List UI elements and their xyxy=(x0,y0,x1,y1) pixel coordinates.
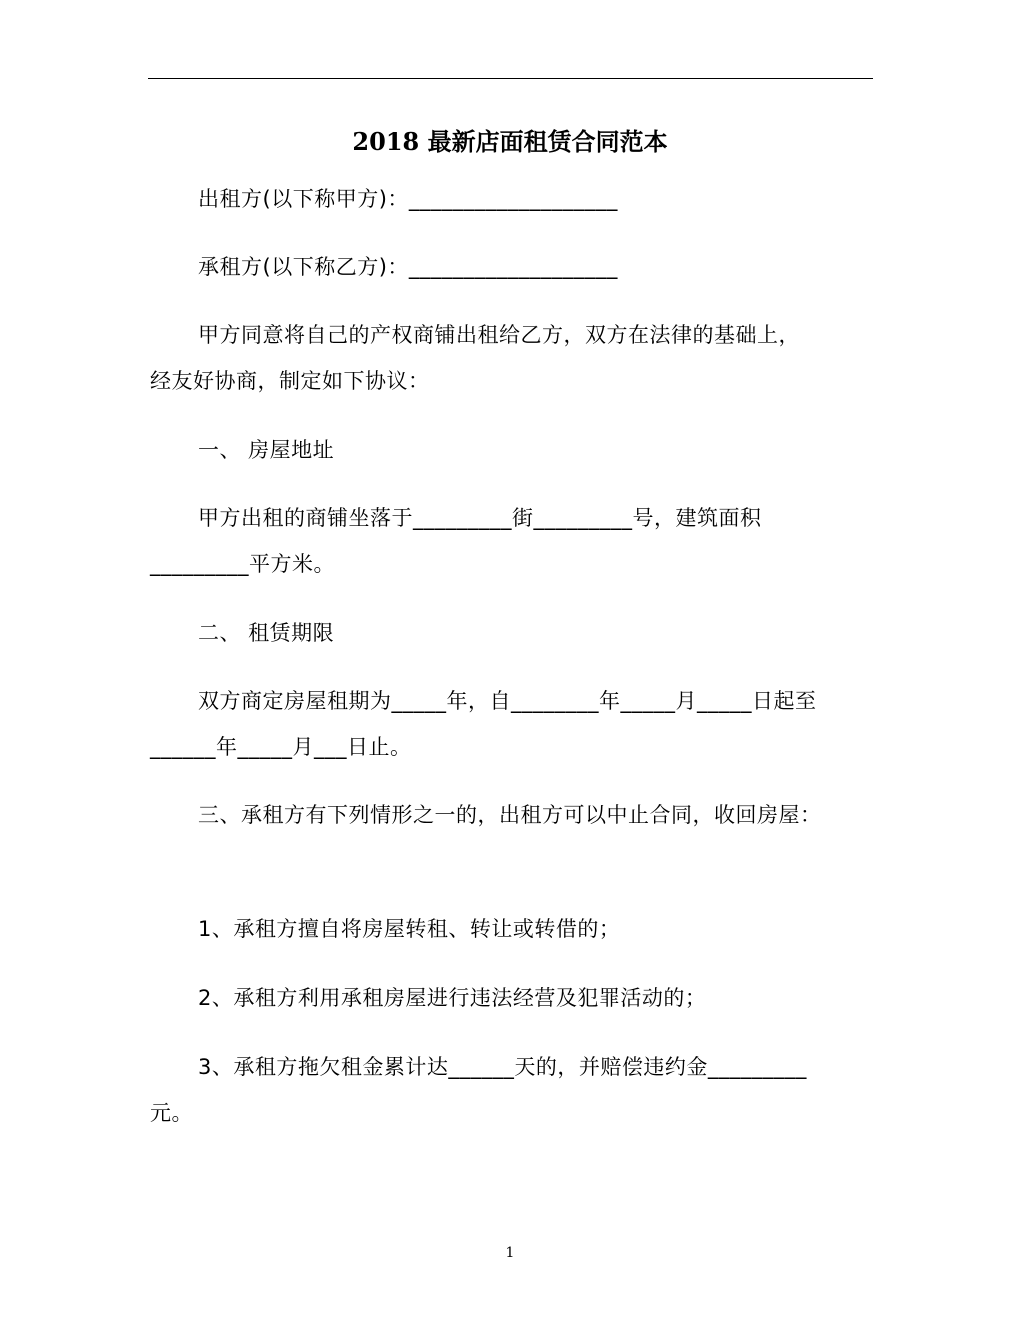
term-paragraph-line-2: ______年_____月___日止。 xyxy=(150,735,412,759)
intro-paragraph-line-2: 经友好协商，制定如下协议： xyxy=(150,369,430,393)
clause-1: 1、承租方擅自将房屋转租、转让或转借的； xyxy=(198,917,621,941)
section-3-heading: 三、承租方有下列情形之一的，出租方可以中止合同，收回房屋： xyxy=(198,803,822,827)
clause-3-line-1: 3、承租方拖欠租金累计达______天的，并赔偿违约金_________ xyxy=(198,1055,807,1079)
section-1-heading: 一、 房屋地址 xyxy=(198,438,335,462)
lessee-line: 承租方(以下称乙方)：___________________ xyxy=(198,255,618,279)
section-2-heading: 二、 租赁期限 xyxy=(198,621,335,645)
address-paragraph-line-1: 甲方出租的商铺坐落于_________街_________号，建筑面积 xyxy=(198,506,762,530)
clause-3-line-2: 元。 xyxy=(150,1101,193,1125)
address-paragraph-line-2: _________平方米。 xyxy=(150,552,335,576)
page-number: 1 xyxy=(505,1245,515,1261)
document-title: 2018 最新店面租赁合同范本 xyxy=(352,127,668,156)
clause-2: 2、承租方利用承租房屋进行违法经营及犯罪活动的； xyxy=(198,986,707,1010)
header-rule xyxy=(148,78,873,79)
term-paragraph-line-1: 双方商定房屋租期为_____年，自________年_____月_____日起至 xyxy=(198,689,817,713)
lessor-line: 出租方(以下称甲方)：___________________ xyxy=(198,187,618,211)
intro-paragraph-line-1: 甲方同意将自己的产权商铺出租给乙方，双方在法律的基础上， xyxy=(198,323,800,347)
